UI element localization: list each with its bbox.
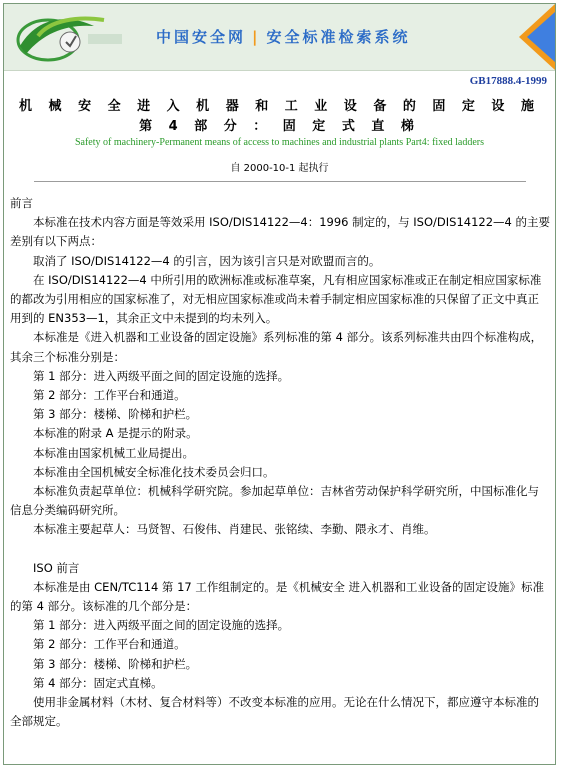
header-divider: [34, 181, 526, 182]
document-body: [10, 194, 550, 731]
paragraph: 本标准是由 CEN/TC114 第 17 工作组制定的。是《机械安全 进入机器和工业设备的固定设施》标准的第 4 部分。该标准的几个部分是：: [10, 579, 545, 614]
paragraph: 本标准的附录 A 是提示的附录。: [33, 426, 198, 441]
list-item: 第 1 部分：进入两级平面之间的固定设施的选择。: [33, 368, 290, 383]
paragraph: 本标准主要起草人：马贤智、石俊伟、肖建民、张铭续、李勤、隈永才、肖维。: [33, 522, 436, 537]
paragraph: 在 ISO/DIS14122—4 中所引用的欧洲标准或标准草案，凡有相应国家标准或正在制定相应国家标准的都改为引用相应的国家标准了，对无相应国家标准或尚未着手制定相应国家标准的只保留了正文中真正用到的 EN353—1，其余正文中未提到的均未列入。: [10, 272, 542, 326]
effective-date: 自 2000-10-1 起执行: [230, 163, 329, 174]
paragraph: 本标准在技术内容方面是等效采用 ISO/DIS14122—4：1996 制定的，与 ISO/DIS14122—4 的主要差别有以下两点：: [10, 215, 551, 249]
paragraph: 取消了 ISO/DIS14122—4 的引言，因为该引言只是对欧盟而言的。: [33, 253, 381, 268]
paragraph: 本标准负责起草单位：机械科学研究院。参加起草单位：吉林省劳动保护科学研究所，中国标准化与信息分类编码研究所。: [10, 484, 539, 518]
site-logo-icon: [8, 6, 126, 66]
standard-number: GB17888.4-1999: [469, 75, 547, 87]
list-item: 第 4 部分：固定式直梯。: [33, 675, 163, 690]
document-header: [4, 71, 555, 193]
list-item: 第 3 部分：楼梯、阶梯和护栏。: [33, 656, 198, 671]
list-item: 第 2 部分：工作平台和通道。: [33, 388, 186, 403]
title-cn-line1: 机 械 安 全 进 入 机 器 和 工 业 设 备 的 固 定 设 施: [19, 99, 540, 114]
list-item: 第 1 部分：进入两级平面之间的固定设施的选择。: [33, 618, 290, 633]
section-gap: [10, 540, 550, 559]
title-en: Safety of machinery-Permanent means of access to machines and industrial plants Part4: fixed ladders: [74, 137, 485, 148]
corner-arrow-icon: [505, 4, 555, 70]
title-separator: |: [252, 28, 261, 46]
title-cn-line2: 第 4 部 分 ： 固 定 式 直 梯: [139, 119, 420, 134]
paragraph: 本标准由国家机械工业局提出。: [33, 445, 194, 460]
site-name: 中国安全网: [156, 28, 247, 46]
site-banner: [4, 4, 555, 71]
iso-preface-heading: ISO 前言: [33, 560, 80, 575]
paragraph: 本标准是《进入机器和工业设备的固定设施》系列标准的第 4 部分。该系列标准共由四个标准构成，其余三个标准分别是：: [10, 330, 543, 364]
list-item: 第 2 部分：工作平台和通道。: [33, 637, 186, 652]
paragraph: 本标准由全国机械安全标准化技术委员会归口。: [33, 464, 275, 479]
preface-heading: 前言: [10, 196, 33, 210]
page-frame: [3, 3, 556, 765]
system-name: 安全标准检索系统: [266, 28, 411, 46]
list-item: 第 3 部分：楼梯、阶梯和护栏。: [33, 407, 198, 422]
banner-title: [156, 26, 411, 47]
paragraph: 使用非金属材料（木材、复合材料等）不改变本标准的应用。无论在什么情况下，都应遵守本标准的全部规定。: [10, 695, 539, 729]
